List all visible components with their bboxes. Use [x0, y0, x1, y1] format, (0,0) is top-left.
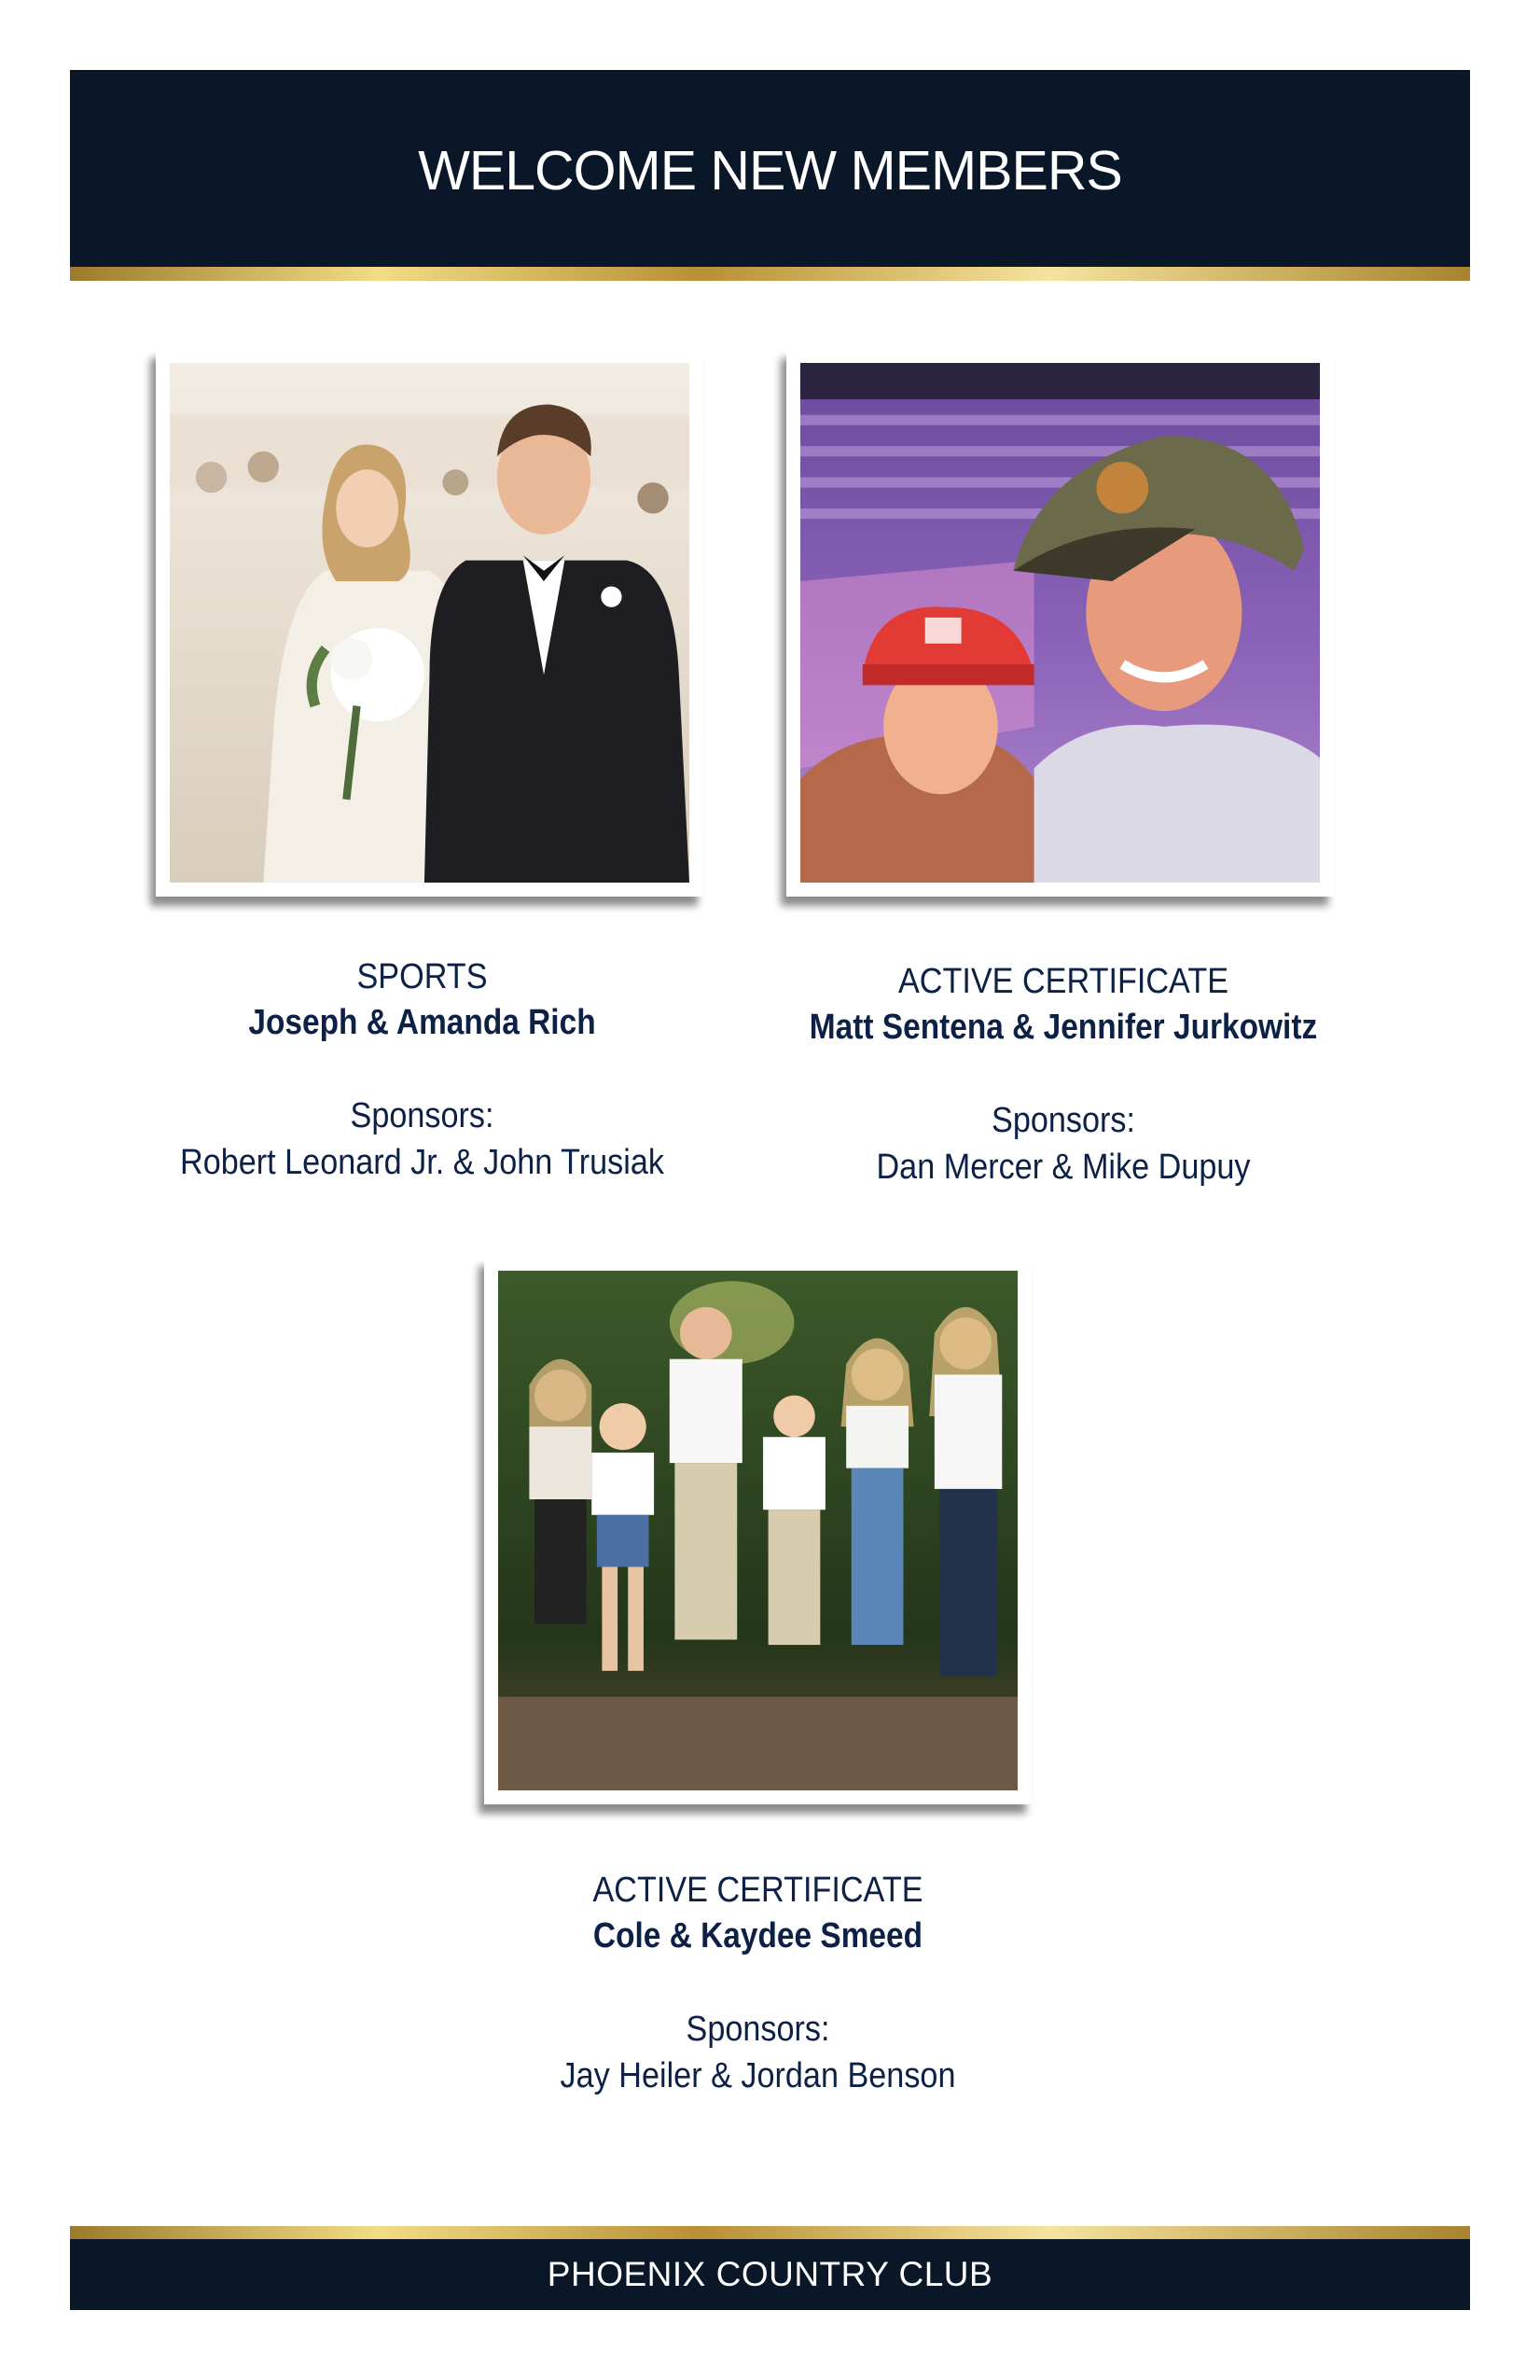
member-photo-3	[484, 1257, 1032, 1804]
club-name: PHOENIX COUNTRY CLUB	[547, 2255, 993, 2293]
member-names: Joseph & Amanda Rich	[248, 1003, 596, 1042]
member-photo-1	[156, 349, 703, 897]
family-photo-icon	[498, 1271, 1018, 1790]
member-caption-3	[485, 1868, 1031, 2099]
footer-gold-rule	[70, 2226, 1470, 2240]
sponsors-label: Sponsors:	[350, 1096, 494, 1135]
member-category: SPORTS	[356, 957, 488, 996]
sponsors-label: Sponsors:	[686, 2010, 830, 2049]
member-category: ACTIVE CERTIFICATE	[897, 962, 1229, 1001]
sponsors-label: Sponsors:	[992, 1101, 1135, 1140]
arena-selfie-photo-icon	[800, 363, 1320, 883]
member-category: ACTIVE CERTIFICATE	[592, 1871, 923, 1910]
member-names: Matt Sentena & Jennifer Jurkowitz	[809, 1008, 1318, 1047]
page-footer	[70, 2239, 1470, 2310]
member-photo-2	[786, 349, 1334, 897]
member-caption-2	[765, 959, 1362, 1190]
wedding-photo-icon	[170, 363, 689, 883]
sponsors-names: Robert Leonard Jr. & John Trusiak	[180, 1143, 664, 1182]
header-gold-rule	[70, 267, 1470, 281]
member-names: Cole & Kaydee Smeed	[592, 1916, 923, 1955]
sponsors-names: Dan Mercer & Mike Dupuy	[876, 1148, 1251, 1187]
page-header	[70, 70, 1470, 267]
member-caption-1	[140, 954, 704, 1186]
sponsors-names: Jay Heiler & Jordan Benson	[560, 2056, 956, 2095]
page-title: WELCOME NEW MEMBERS	[418, 139, 1122, 202]
